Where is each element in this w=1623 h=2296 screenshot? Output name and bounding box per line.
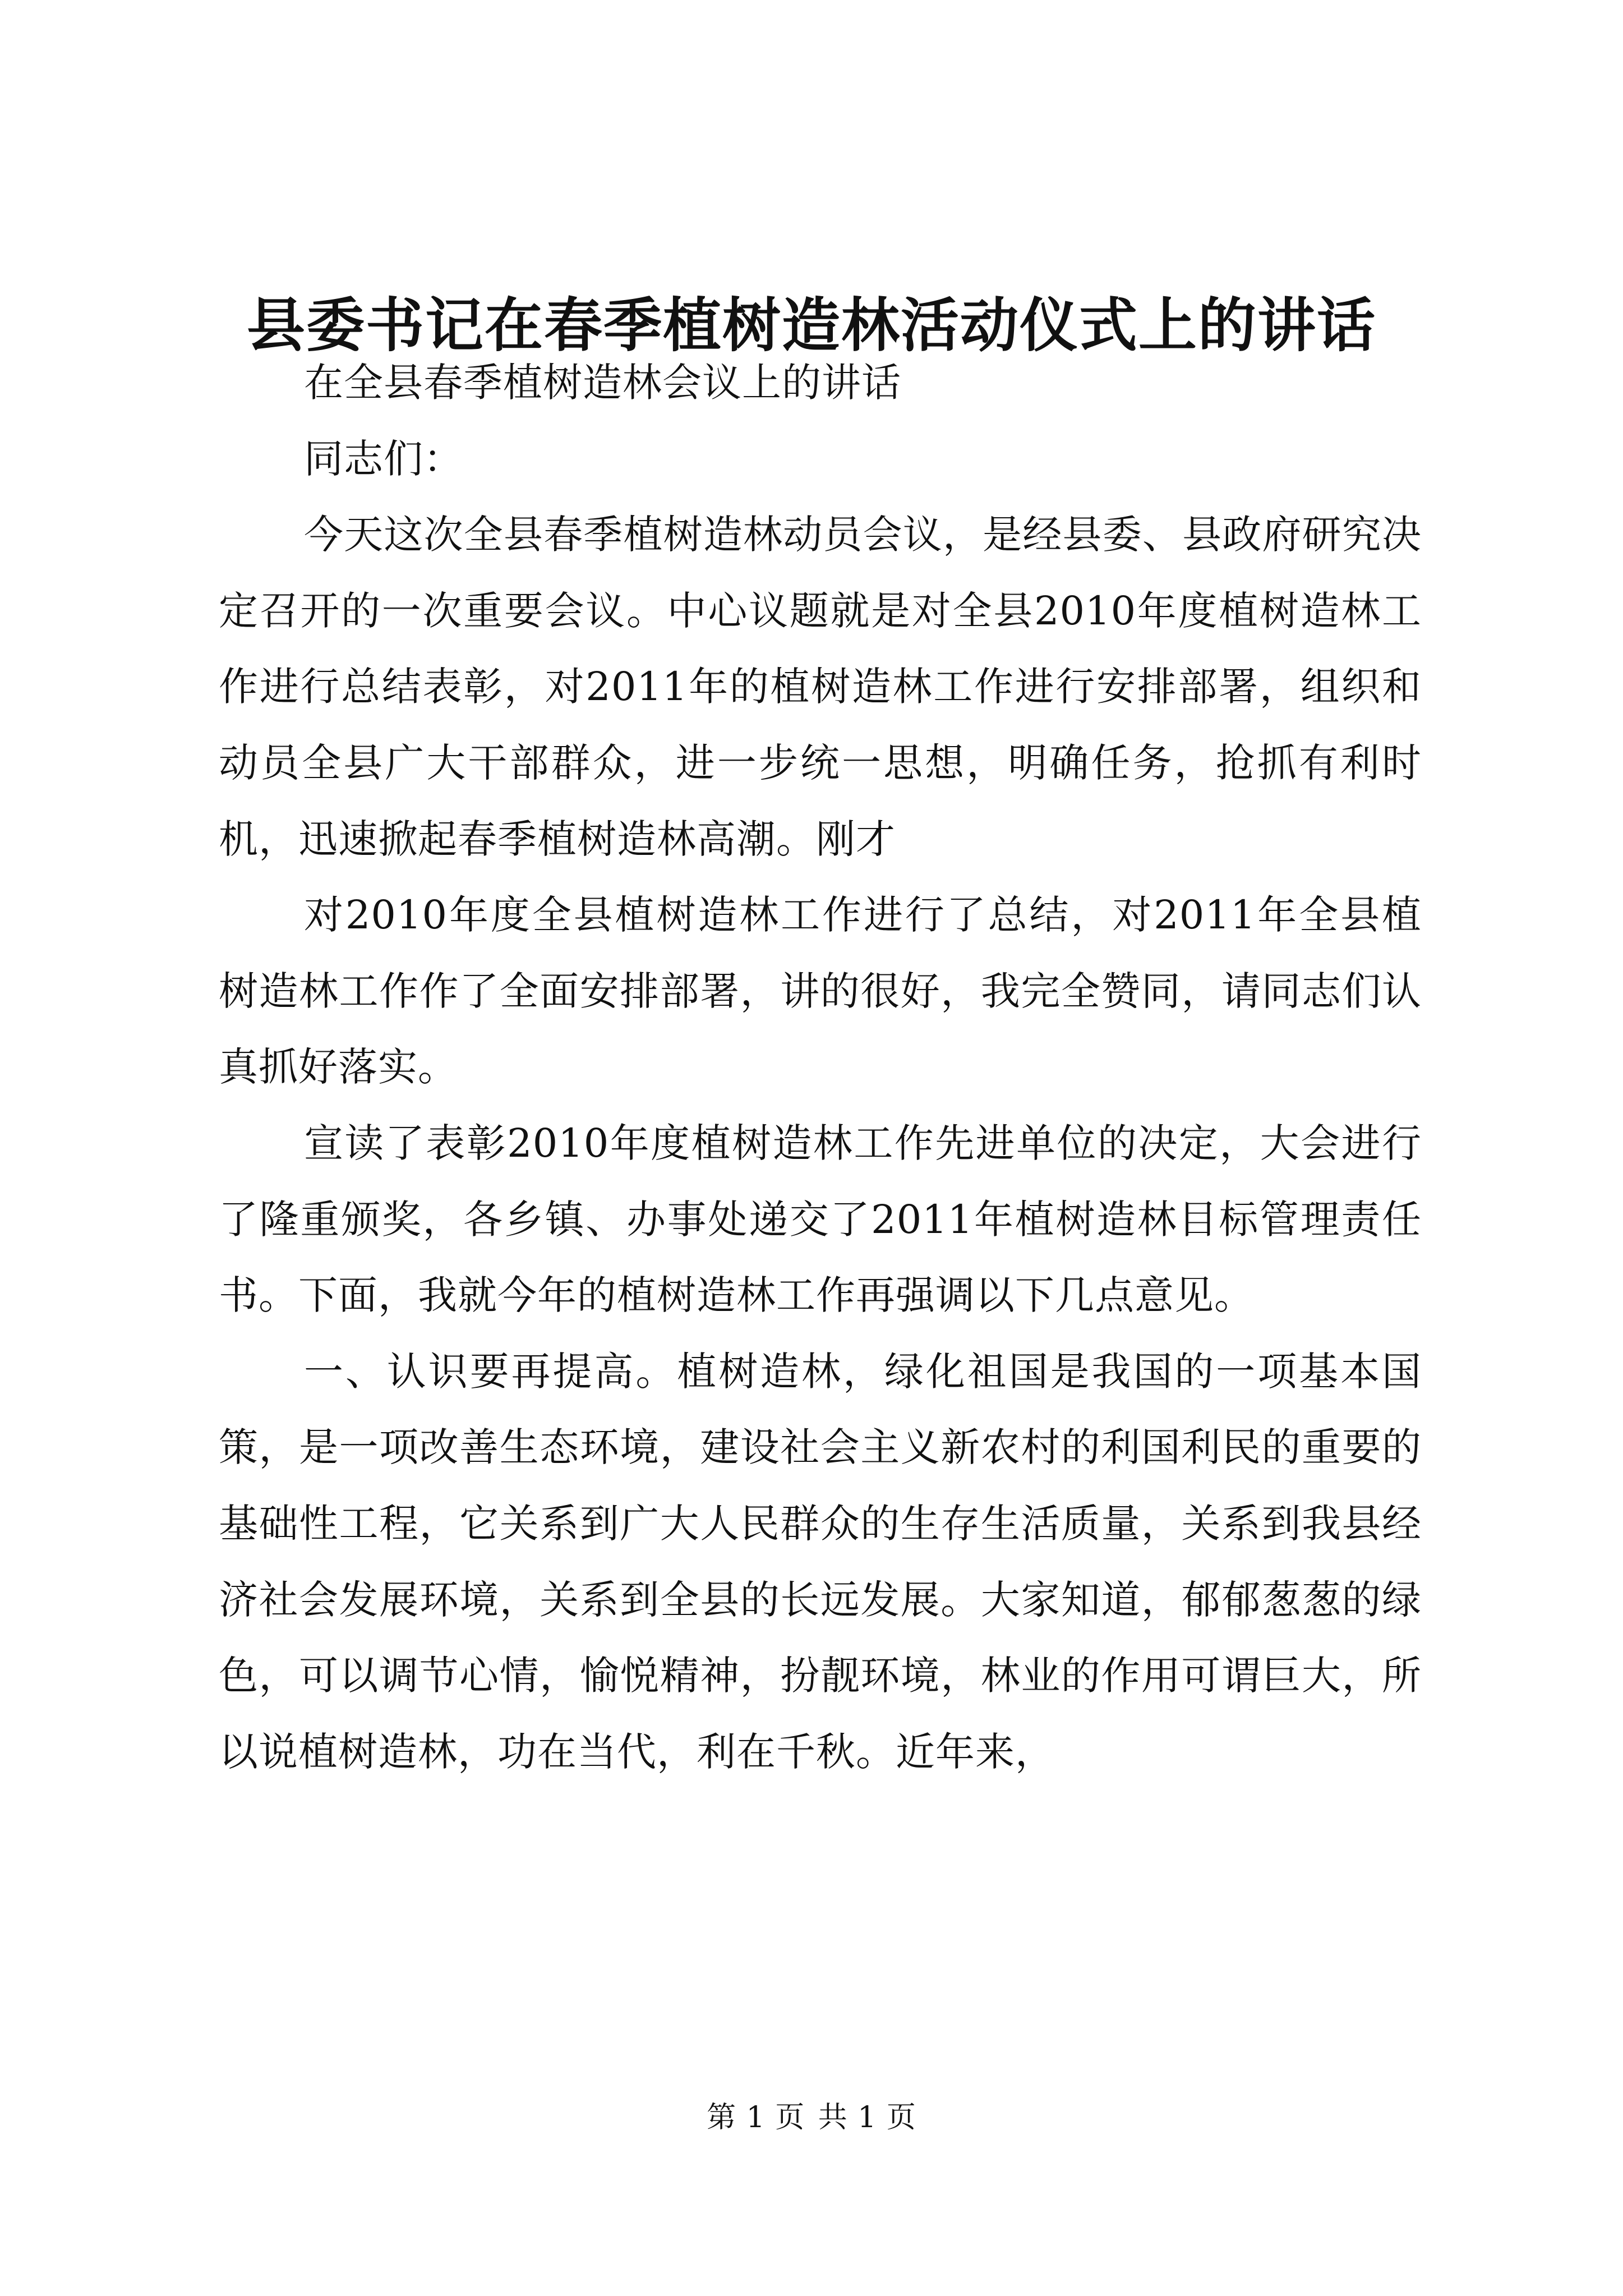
page-number: 第 1 页	[707, 2101, 805, 2134]
paragraph-body: 宣读了表彰2010年度植树造林工作先进单位的决定，大会进行了隆重颁奖，各乡镇、办事处递交了2011年植树造林目标管理责任书。下面，我就今年的植树造林工作再强调以下几点意见。	[219, 1120, 1422, 1319]
document-title: 县委书记在春季植树造林活动仪式上的讲话	[246, 291, 1376, 360]
page-total: 共 1 页	[818, 2101, 916, 2134]
page-footer	[0, 2098, 1623, 2137]
paragraph-body: 今天这次全县春季植树造林动员会议，是经县委、县政府研究决定召开的一次重要会议。中心议题就是对全县2010年度植树造林工作进行总结表彰，对2011年的植树造林工作进行安排部署，组织和动员全县广大干部群众，进一步统一思想，明确任务，抢抓有利时机，迅速掀起春季植树造林高潮。刚才	[219, 512, 1422, 862]
paragraph-body: 对2010年度全县植树造林工作进行了总结，对2011年全县植树造林工作作了全面安排部署，讲的很好，我完全赞同，请同志们认真抓好落实。	[219, 892, 1422, 1091]
paragraph-salutation: 同志们：	[304, 435, 463, 482]
paragraph-body: 一、认识要再提高。植树造林，绿化祖国是我国的一项基本国策，是一项改善生态环境，建设社会主义新农村的利国利民的重要的基础性工程，它关系到广大人民群众的生存生活质量，关系到我县经济社会发展环境，关系到全县的长远发展。大家知道，郁郁葱葱的绿色，可以调节心情，愉悦精神，扮靓环境，林业的作用可谓巨大，所以说植树造林，功在当代，利在千秋。近年来，	[219, 1348, 1422, 1775]
paragraph-subtitle: 在全县春季植树造林会议上的讲话	[304, 360, 901, 406]
document-body	[219, 345, 1422, 1790]
